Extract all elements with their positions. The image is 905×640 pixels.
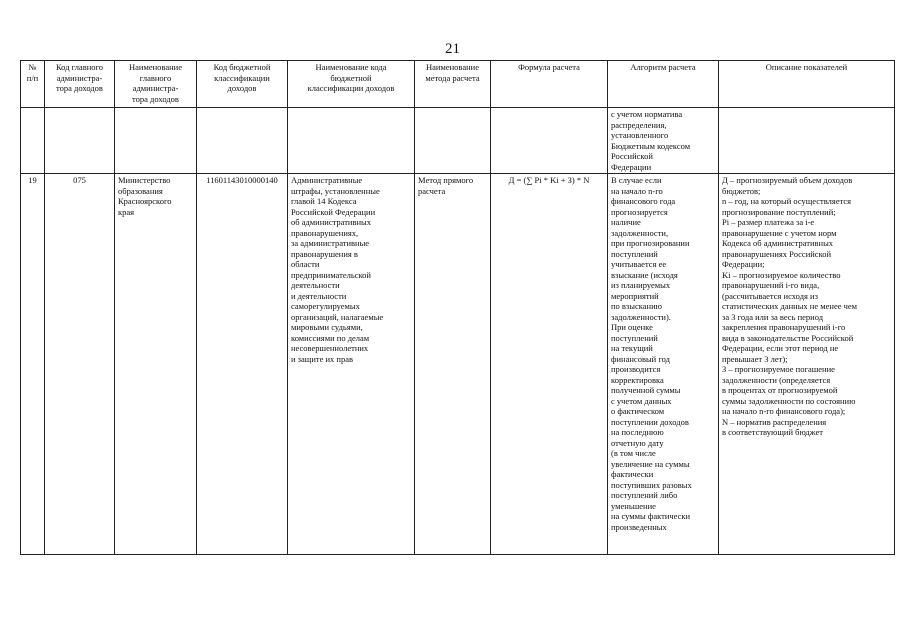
revenue-forecast-table — [20, 60, 895, 555]
cell-empty — [719, 108, 895, 174]
header-num: № п/п — [21, 61, 45, 108]
cell-budget-code: 11601143010000140 — [197, 174, 288, 555]
table-row-continuation — [21, 108, 895, 174]
cell-empty — [288, 108, 415, 174]
cell-method-name: Метод прямого расчета — [415, 174, 491, 555]
cell-code-admin: 075 — [45, 174, 115, 555]
header-formula: Формула расчета — [491, 61, 608, 108]
cell-empty — [45, 108, 115, 174]
header-name-admin: Наименование главного администра- тора доходов — [115, 61, 197, 108]
page-number: 21 — [445, 41, 460, 57]
cell-budget-code-name: Административные штрафы, установленные главой 14 Кодекса Российской Федерации об административных правонарушениях, за административные правонарушения в области предпринимательской деятельности и деятельности саморегулируемых организаций, налагаемые мировыми судьями, комиссиями по делам несовершеннолетних и защите их прав — [288, 174, 415, 555]
cell-num: 19 — [21, 174, 45, 555]
header-code-admin: Код главного администра- тора доходов — [45, 61, 115, 108]
cell-formula: Д = (∑ Pi * Ki + З) * N — [491, 174, 608, 555]
header-indicators: Описание показателей — [719, 61, 895, 108]
table-row-19 — [21, 174, 895, 555]
cell-empty — [197, 108, 288, 174]
header-method-name: Наименование метода расчета — [415, 61, 491, 108]
cell-empty — [115, 108, 197, 174]
header-budget-code-name: Наименование кода бюджетной классификации доходов — [288, 61, 415, 108]
cell-algorithm: В случае если на начало n-го финансового года прогнозируется наличие задолженности, при прогнозировании поступлений учитывается ее взыскание (исходя из планируемых мероприятий по взысканию задолженности). При оценке поступлений на текущий финансовый год производится корректировка полученной суммы с учетом данных о фактическом поступлении доходов на последнюю отчетную дату (в том числе увеличение на суммы фактически поступивших разовых поступлений либо уменьшение на суммы фактически произведенных — [608, 174, 719, 555]
cell-empty — [415, 108, 491, 174]
table-header-row — [21, 61, 895, 108]
cell-empty — [21, 108, 45, 174]
cell-name-admin: Министерство образования Красноярского края — [115, 174, 197, 555]
cell-empty — [491, 108, 608, 174]
cell-indicators: Д – прогнозируемый объем доходов бюджетов; n – год, на который осуществляется прогнозирование поступлений; Pi – размер платежа за i-е правонарушение с учетом норм Кодекса об административных правонарушениях Российской Федерации; Ki – прогнозируемое количество правонарушений i-го вида, (рассчитывается исходя из статистических данных не менее чем за 3 года или за весь период закрепления правонарушений i-го вида в законодательстве Российской Федерации, если этот период не превышает 3 лет); З – прогнозируемое погашение задолженности (определяется в процентах от прогнозируемой суммы задолженности по состоянию на начало n-го финансового года); N – норматив распределения в соответствующий бюджет — [719, 174, 895, 555]
header-budget-code: Код бюджетной классификации доходов — [197, 61, 288, 108]
header-algorithm: Алгоритм расчета — [608, 61, 719, 108]
cell-algorithm-continuation: с учетом норматива распределения, установленного Бюджетным кодексом Российской Федерации — [608, 108, 719, 174]
